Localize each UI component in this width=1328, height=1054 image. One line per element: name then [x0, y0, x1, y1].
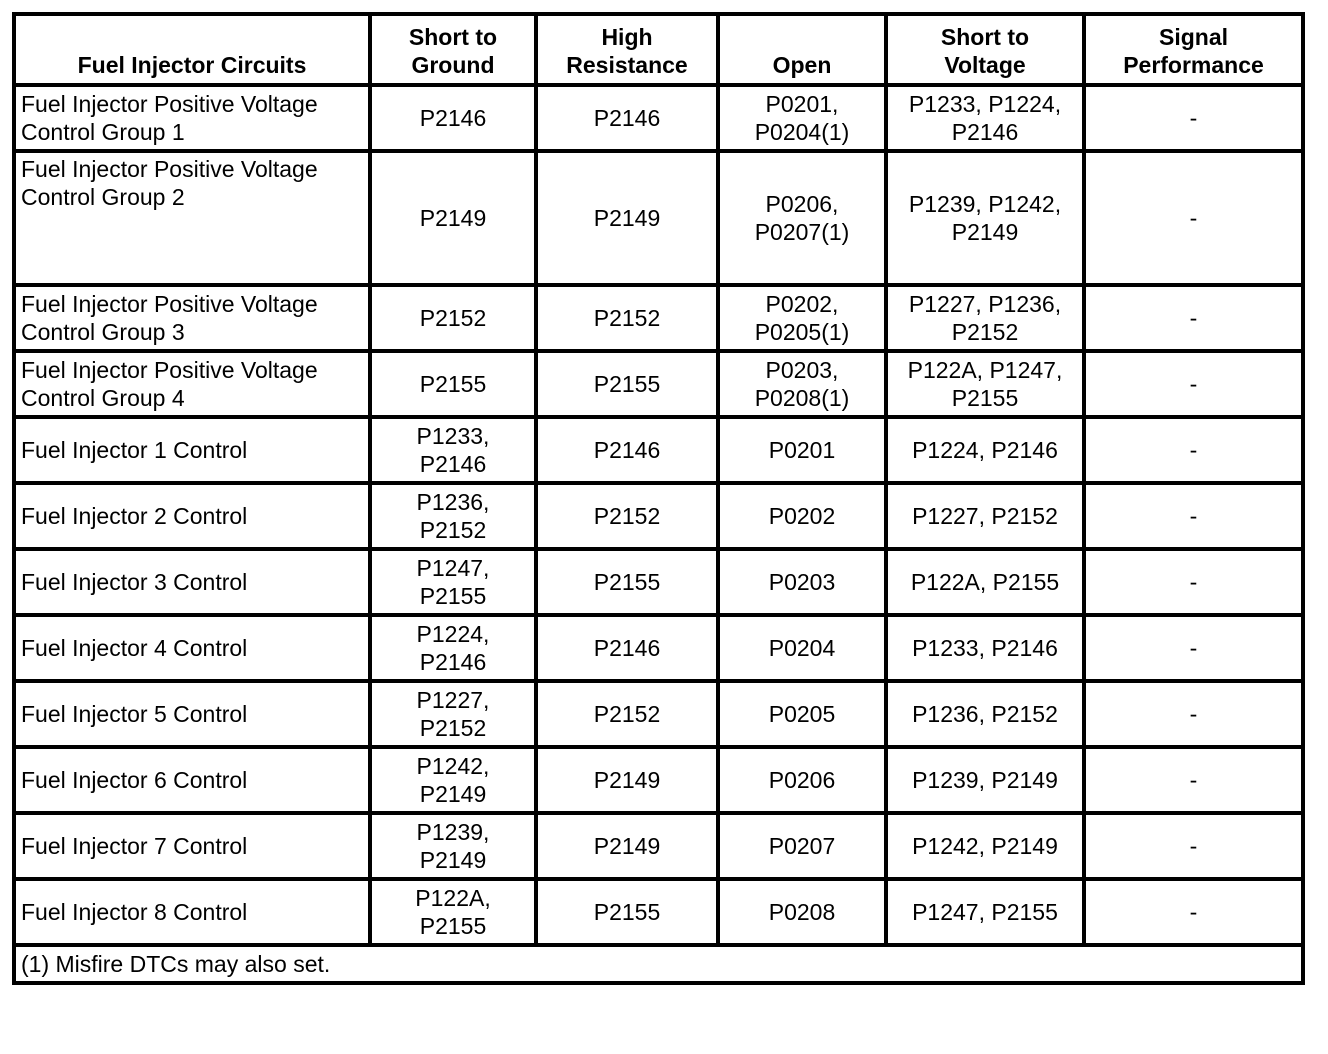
table-row: [14, 615, 1303, 681]
high-resistance-cell: P2146: [536, 417, 718, 483]
signal-performance-cell: -: [1084, 615, 1303, 681]
signal-performance-cell: -: [1084, 747, 1303, 813]
short-to-ground-cell: P1227, P2152: [370, 681, 536, 747]
high-resistance-cell: P2152: [536, 285, 718, 351]
signal-performance-cell: -: [1084, 483, 1303, 549]
signal-performance-cell: -: [1084, 151, 1303, 285]
high-resistance-cell: P2146: [536, 85, 718, 151]
short-to-ground-cell: P122A, P2155: [370, 879, 536, 945]
open-cell: P0206, P0207(1): [718, 151, 886, 285]
signal-performance-cell: -: [1084, 351, 1303, 417]
header-open: Open: [718, 14, 886, 85]
table-row: [14, 879, 1303, 945]
short-to-ground-cell: P2146: [370, 85, 536, 151]
circuit-cell: Fuel Injector 7 Control: [14, 813, 370, 879]
circuit-cell: Fuel Injector Positive Voltage Control Group 1: [14, 85, 370, 151]
high-resistance-cell: P2155: [536, 879, 718, 945]
short-to-voltage-cell: P1242, P2149: [886, 813, 1084, 879]
open-cell: P0207: [718, 813, 886, 879]
open-cell: P0208: [718, 879, 886, 945]
short-to-voltage-cell: P1233, P2146: [886, 615, 1084, 681]
short-to-voltage-cell: P122A, P2155: [886, 549, 1084, 615]
table-row: [14, 483, 1303, 549]
signal-performance-cell: -: [1084, 549, 1303, 615]
short-to-ground-cell: P1233, P2146: [370, 417, 536, 483]
header-signal-performance: Signal Performance: [1084, 14, 1303, 85]
high-resistance-cell: P2152: [536, 483, 718, 549]
short-to-voltage-cell: P1227, P2152: [886, 483, 1084, 549]
signal-performance-cell: -: [1084, 879, 1303, 945]
short-to-ground-cell: P2152: [370, 285, 536, 351]
header-short-to-voltage: Short to Voltage: [886, 14, 1084, 85]
table-row: [14, 417, 1303, 483]
short-to-voltage-cell: P1227, P1236, P2152: [886, 285, 1084, 351]
open-cell: P0203: [718, 549, 886, 615]
signal-performance-cell: -: [1084, 681, 1303, 747]
short-to-ground-cell: P1247, P2155: [370, 549, 536, 615]
circuit-cell: Fuel Injector 1 Control: [14, 417, 370, 483]
circuit-cell: Fuel Injector 5 Control: [14, 681, 370, 747]
circuit-cell: Fuel Injector Positive Voltage Control Group 2: [14, 151, 370, 285]
header-high-resistance: High Resistance: [536, 14, 718, 85]
short-to-ground-cell: P1224, P2146: [370, 615, 536, 681]
table-row: [14, 681, 1303, 747]
open-cell: P0202: [718, 483, 886, 549]
signal-performance-cell: -: [1084, 85, 1303, 151]
short-to-ground-cell: P1236, P2152: [370, 483, 536, 549]
short-to-ground-cell: P2155: [370, 351, 536, 417]
open-cell: P0204: [718, 615, 886, 681]
short-to-ground-cell: P2149: [370, 151, 536, 285]
open-cell: P0201, P0204(1): [718, 85, 886, 151]
open-cell: P0206: [718, 747, 886, 813]
open-cell: P0202, P0205(1): [718, 285, 886, 351]
fuel-injector-dtc-table: [12, 12, 1305, 985]
short-to-voltage-cell: P122A, P1247, P2155: [886, 351, 1084, 417]
short-to-voltage-cell: P1236, P2152: [886, 681, 1084, 747]
short-to-ground-cell: P1242, P2149: [370, 747, 536, 813]
header-row: [14, 14, 1303, 85]
table-row: [14, 351, 1303, 417]
header-short-to-ground: Short to Ground: [370, 14, 536, 85]
high-resistance-cell: P2155: [536, 549, 718, 615]
open-cell: P0205: [718, 681, 886, 747]
table-row: [14, 85, 1303, 151]
open-cell: P0201: [718, 417, 886, 483]
circuit-cell: Fuel Injector 3 Control: [14, 549, 370, 615]
signal-performance-cell: -: [1084, 417, 1303, 483]
short-to-voltage-cell: P1239, P2149: [886, 747, 1084, 813]
circuit-cell: Fuel Injector Positive Voltage Control Group 3: [14, 285, 370, 351]
table-row: [14, 549, 1303, 615]
table-row: [14, 747, 1303, 813]
table-row: [14, 285, 1303, 351]
circuit-cell: Fuel Injector 2 Control: [14, 483, 370, 549]
circuit-cell: Fuel Injector Positive Voltage Control Group 4: [14, 351, 370, 417]
high-resistance-cell: P2155: [536, 351, 718, 417]
high-resistance-cell: P2149: [536, 813, 718, 879]
short-to-voltage-cell: P1247, P2155: [886, 879, 1084, 945]
high-resistance-cell: P2149: [536, 151, 718, 285]
high-resistance-cell: P2152: [536, 681, 718, 747]
short-to-voltage-cell: P1233, P1224, P2146: [886, 85, 1084, 151]
table-row: [14, 151, 1303, 285]
footnote: (1) Misfire DTCs may also set.: [14, 945, 1303, 983]
dtc-table-container: [12, 12, 1305, 985]
short-to-ground-cell: P1239, P2149: [370, 813, 536, 879]
short-to-voltage-cell: P1239, P1242, P2149: [886, 151, 1084, 285]
high-resistance-cell: P2149: [536, 747, 718, 813]
table-row: [14, 813, 1303, 879]
short-to-voltage-cell: P1224, P2146: [886, 417, 1084, 483]
circuit-cell: Fuel Injector 4 Control: [14, 615, 370, 681]
footnote-row: [14, 945, 1303, 983]
circuit-cell: Fuel Injector 8 Control: [14, 879, 370, 945]
open-cell: P0203, P0208(1): [718, 351, 886, 417]
high-resistance-cell: P2146: [536, 615, 718, 681]
signal-performance-cell: -: [1084, 285, 1303, 351]
signal-performance-cell: -: [1084, 813, 1303, 879]
header-fuel-injector-circuits: Fuel Injector Circuits: [14, 14, 370, 85]
circuit-cell: Fuel Injector 6 Control: [14, 747, 370, 813]
